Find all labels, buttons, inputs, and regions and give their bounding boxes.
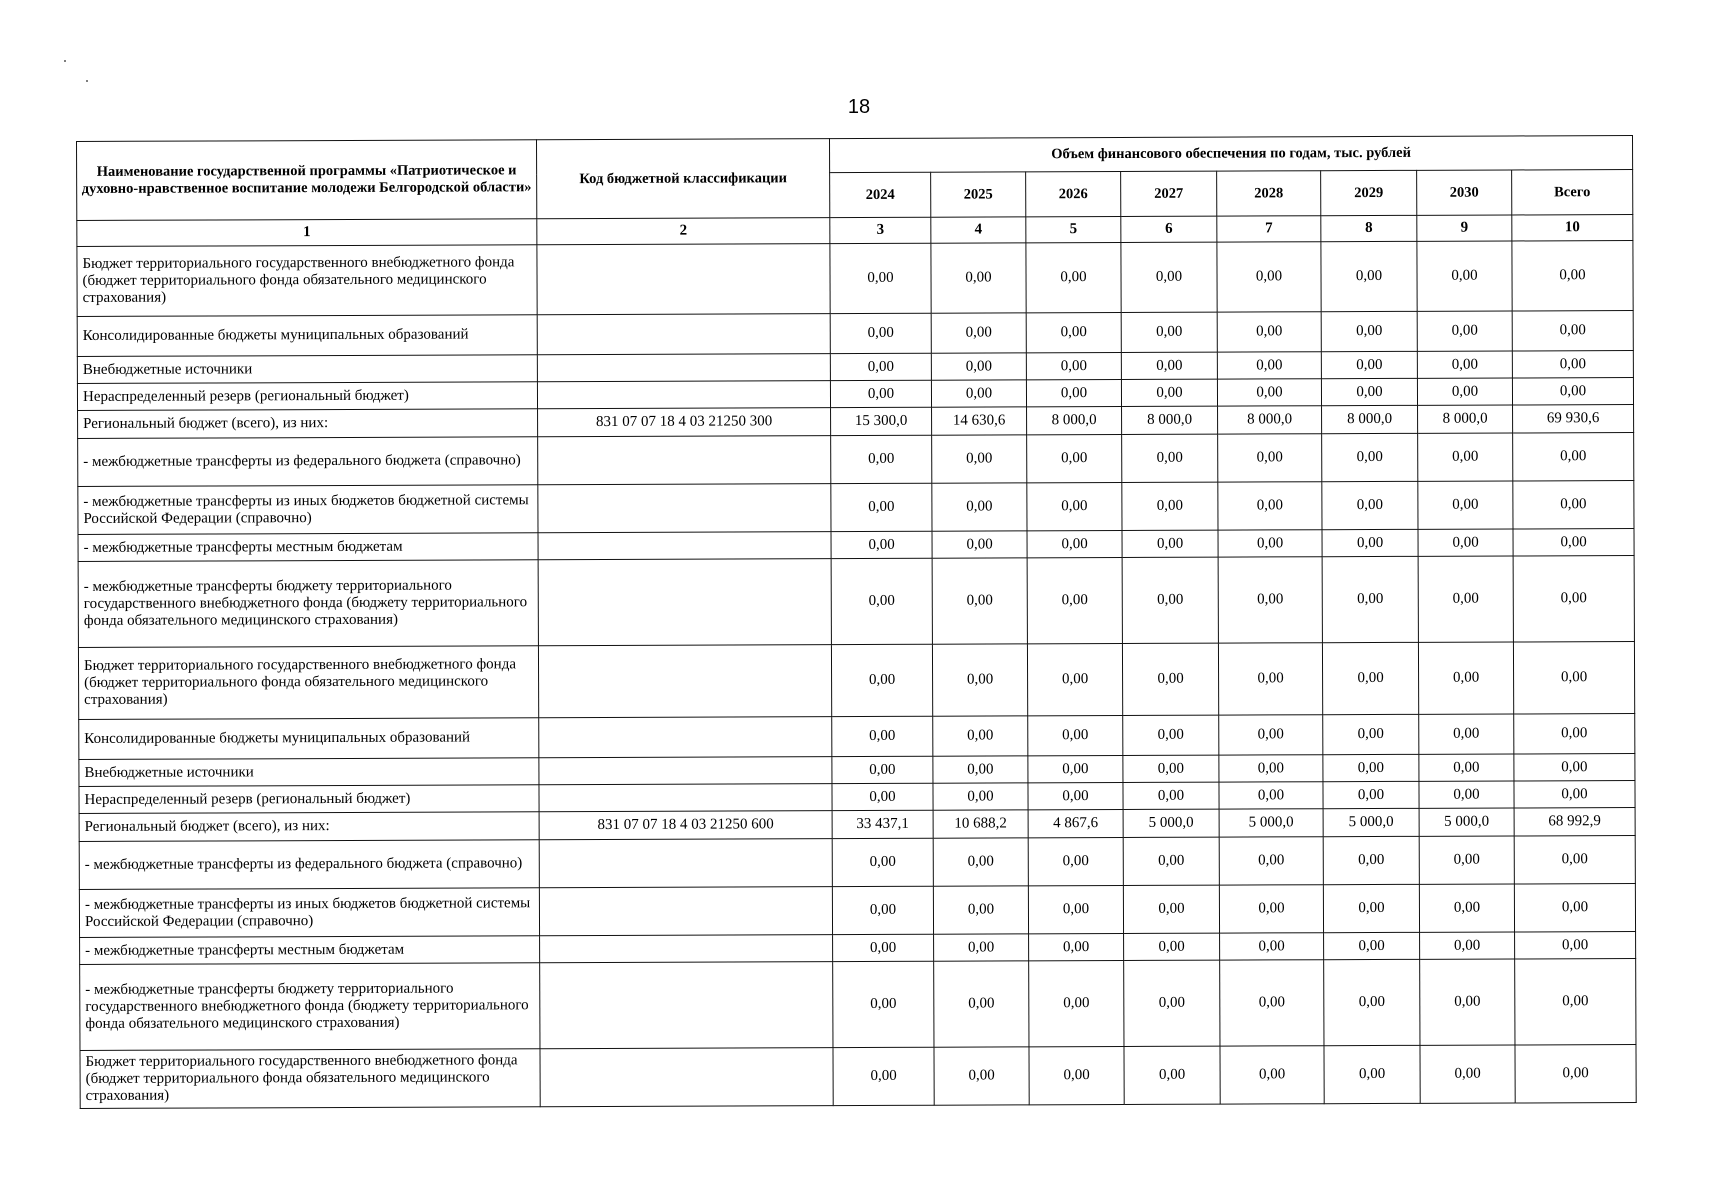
header-year-2027: 2027 xyxy=(1121,171,1217,216)
total-value-cell: 0,00 xyxy=(1513,529,1634,556)
year-value-cell: 0,00 xyxy=(1418,642,1513,714)
year-value-cell: 0,00 xyxy=(1323,754,1419,781)
budget-code-cell xyxy=(537,244,830,315)
year-value-cell: 0,00 xyxy=(1321,378,1417,405)
header-year-2029: 2029 xyxy=(1321,170,1417,215)
header-year-2030: 2030 xyxy=(1417,170,1512,215)
year-value-cell: 0,00 xyxy=(830,313,931,353)
year-value-cell: 0,00 xyxy=(831,435,932,483)
year-value-cell: 0,00 xyxy=(1027,530,1122,557)
year-value-cell: 0,00 xyxy=(1027,434,1122,482)
year-value-cell: 0,00 xyxy=(933,756,1028,783)
table-body xyxy=(77,241,1636,1109)
year-value-cell: 0,00 xyxy=(1321,351,1417,378)
year-value-cell: 8 000,0 xyxy=(1322,405,1418,433)
year-value-cell: 0,00 xyxy=(1219,715,1323,755)
year-value-cell: 0,00 xyxy=(1217,242,1321,312)
year-value-cell: 0,00 xyxy=(1121,352,1217,379)
year-value-cell: 0,00 xyxy=(1218,434,1322,482)
row-name-cell: - межбюджетные трансферты из федерального бюджета (справочно) xyxy=(78,437,538,487)
year-value-cell: 0,00 xyxy=(1218,557,1322,643)
year-value-cell: 0,00 xyxy=(1418,529,1513,556)
budget-code-cell xyxy=(537,314,830,355)
year-value-cell: 0,00 xyxy=(1026,352,1121,379)
year-value-cell: 0,00 xyxy=(831,558,932,644)
row-name-cell: - межбюджетные трансферты из федерального бюджета (справочно) xyxy=(79,840,539,890)
year-value-cell: 0,00 xyxy=(933,886,1028,934)
row-name-cell: - межбюджетные трансферты местным бюджетам xyxy=(80,936,540,965)
row-name-cell: Бюджет территориального государственного внебюджетного фонда (бюджет территориального фонда обязательного медицинского страхования) xyxy=(78,646,538,720)
year-value-cell: 10 688,2 xyxy=(933,810,1028,838)
budget-code-cell xyxy=(538,559,831,646)
year-value-cell: 0,00 xyxy=(1218,643,1322,715)
table-row xyxy=(77,311,1633,357)
year-value-cell: 0,00 xyxy=(932,483,1027,531)
row-name-cell: Нераспределенный резерв (региональный бюджет) xyxy=(79,785,539,814)
row-name-cell: Консолидированные бюджеты муниципальных образований xyxy=(77,315,537,357)
total-value-cell: 68 992,9 xyxy=(1514,808,1635,836)
year-value-cell: 0,00 xyxy=(1220,1046,1324,1104)
column-number: 10 xyxy=(1512,215,1633,241)
year-value-cell: 0,00 xyxy=(1217,312,1321,352)
year-value-cell: 0,00 xyxy=(1124,960,1220,1046)
table-row xyxy=(79,836,1635,890)
budget-code-cell xyxy=(540,962,833,1049)
year-value-cell: 14 630,6 xyxy=(932,407,1027,435)
year-value-cell: 0,00 xyxy=(1219,755,1323,782)
budget-code-cell xyxy=(539,839,832,888)
page-number: 18 xyxy=(847,96,871,118)
year-value-cell: 0,00 xyxy=(931,353,1026,380)
row-name-cell: - межбюджетные трансферты бюджету территориального государственного внебюджетного фонда (бюджету территориального фонда обязательного медицинского страхования) xyxy=(80,963,540,1051)
year-value-cell: 0,00 xyxy=(832,838,933,886)
year-value-cell: 0,00 xyxy=(1220,933,1324,960)
year-value-cell: 0,00 xyxy=(1123,885,1219,933)
total-value-cell: 0,00 xyxy=(1512,351,1633,378)
total-value-cell: 0,00 xyxy=(1512,311,1633,351)
year-value-cell: 0,00 xyxy=(830,243,931,313)
budget-code-cell xyxy=(540,935,833,963)
year-value-cell: 0,00 xyxy=(831,483,932,531)
year-value-cell: 4 867,6 xyxy=(1028,809,1123,837)
year-value-cell: 0,00 xyxy=(1323,781,1419,808)
table-row xyxy=(78,433,1634,487)
year-value-cell: 0,00 xyxy=(1122,482,1218,530)
budget-code-cell: 831 07 07 18 4 03 21250 300 xyxy=(538,408,831,437)
year-value-cell: 0,00 xyxy=(931,380,1026,407)
column-number: 9 xyxy=(1417,215,1512,241)
budget-code-cell xyxy=(538,532,831,560)
year-value-cell: 0,00 xyxy=(932,531,1027,558)
year-value-cell: 0,00 xyxy=(1324,959,1420,1045)
year-value-cell: 5 000,0 xyxy=(1219,809,1323,837)
financing-table xyxy=(76,135,1637,1109)
header-year-2025: 2025 xyxy=(931,172,1026,217)
budget-code-cell xyxy=(539,717,832,758)
year-value-cell: 0,00 xyxy=(1322,642,1418,714)
year-value-cell: 0,00 xyxy=(1417,241,1512,311)
year-value-cell: 0,00 xyxy=(1220,960,1324,1046)
column-number: 6 xyxy=(1121,216,1217,242)
column-number: 7 xyxy=(1217,216,1321,242)
year-value-cell: 0,00 xyxy=(1121,242,1217,312)
year-value-cell: 0,00 xyxy=(833,934,934,961)
year-value-cell: 0,00 xyxy=(1028,782,1123,809)
year-value-cell: 0,00 xyxy=(1029,933,1124,960)
year-value-cell: 0,00 xyxy=(1419,836,1514,884)
total-value-cell: 0,00 xyxy=(1514,836,1635,884)
scan-speck xyxy=(64,60,66,62)
year-value-cell: 0,00 xyxy=(1217,352,1321,379)
row-name-cell: Внебюджетные источники xyxy=(79,758,539,787)
year-value-cell: 0,00 xyxy=(832,716,933,756)
year-value-cell: 0,00 xyxy=(932,644,1027,716)
budget-code-cell xyxy=(538,645,831,718)
row-name-cell: Бюджет территориального государственного внебюджетного фонда (бюджет территориального фонда обязательного медицинского страхования) xyxy=(80,1049,540,1109)
year-value-cell: 0,00 xyxy=(932,558,1027,644)
total-value-cell: 0,00 xyxy=(1515,1045,1636,1103)
total-value-cell: 0,00 xyxy=(1513,433,1634,481)
year-value-cell: 0,00 xyxy=(931,313,1026,353)
total-value-cell: 0,00 xyxy=(1515,959,1636,1045)
year-value-cell: 0,00 xyxy=(831,644,932,716)
year-value-cell: 5 000,0 xyxy=(1123,809,1219,837)
year-value-cell: 0,00 xyxy=(1123,755,1219,782)
row-name-cell: Внебюджетные источники xyxy=(77,355,537,384)
year-value-cell: 5 000,0 xyxy=(1419,808,1514,836)
year-value-cell: 0,00 xyxy=(1323,714,1419,754)
financing-table-wrapper xyxy=(76,135,1636,1109)
budget-code-cell xyxy=(539,757,832,785)
row-name-cell: - межбюджетные трансферты бюджету территориального государственного внебюджетного фонда (бюджету территориального фонда обязательного медицинского страхования) xyxy=(78,560,538,648)
year-value-cell: 0,00 xyxy=(1124,933,1220,960)
year-value-cell: 0,00 xyxy=(1420,1045,1515,1103)
budget-code-cell xyxy=(539,887,832,936)
year-value-cell: 0,00 xyxy=(1218,482,1322,530)
year-value-cell: 0,00 xyxy=(1122,643,1218,715)
column-number: 3 xyxy=(830,217,931,243)
table-row xyxy=(80,959,1636,1051)
year-value-cell: 0,00 xyxy=(1324,932,1420,959)
year-value-cell: 0,00 xyxy=(1322,481,1418,529)
year-value-cell: 8 000,0 xyxy=(1122,406,1218,434)
year-value-cell: 0,00 xyxy=(1123,715,1219,755)
year-value-cell: 0,00 xyxy=(1122,530,1218,557)
year-value-cell: 0,00 xyxy=(1026,312,1121,352)
year-value-cell: 0,00 xyxy=(831,531,932,558)
year-value-cell: 5 000,0 xyxy=(1323,808,1419,836)
year-value-cell: 0,00 xyxy=(1027,482,1122,530)
column-number: 2 xyxy=(537,218,830,245)
budget-code-cell xyxy=(537,381,830,409)
column-number: 8 xyxy=(1321,215,1417,241)
year-value-cell: 0,00 xyxy=(1028,715,1123,755)
year-value-cell: 0,00 xyxy=(1028,837,1123,885)
year-value-cell: 0,00 xyxy=(1027,643,1122,715)
total-value-cell: 0,00 xyxy=(1515,932,1636,959)
year-value-cell: 0,00 xyxy=(1419,714,1514,754)
year-value-cell: 0,00 xyxy=(1418,481,1513,529)
year-value-cell: 0,00 xyxy=(1322,529,1418,556)
budget-code-cell xyxy=(540,1048,833,1107)
year-value-cell: 0,00 xyxy=(1417,311,1512,351)
year-value-cell: 0,00 xyxy=(1026,379,1121,406)
year-value-cell: 0,00 xyxy=(1219,885,1323,933)
year-value-cell: 0,00 xyxy=(1420,932,1515,959)
year-value-cell: 0,00 xyxy=(934,934,1029,961)
budget-code-cell: 831 07 07 18 4 03 21250 600 xyxy=(539,811,832,840)
row-name-cell: Нераспределенный резерв (региональный бюджет) xyxy=(77,382,537,411)
table-row xyxy=(78,481,1634,535)
total-value-cell: 0,00 xyxy=(1513,481,1634,529)
budget-code-cell xyxy=(539,784,832,812)
year-value-cell: 0,00 xyxy=(1322,433,1418,481)
year-value-cell: 0,00 xyxy=(1028,755,1123,782)
year-value-cell: 0,00 xyxy=(830,353,931,380)
header-year-2028: 2028 xyxy=(1217,171,1321,216)
header-year-2026: 2026 xyxy=(1026,171,1121,216)
year-value-cell: 0,00 xyxy=(1121,312,1217,352)
header-budget-code: Код бюджетной классификации xyxy=(536,139,829,219)
year-value-cell: 0,00 xyxy=(1029,1046,1124,1104)
year-value-cell: 0,00 xyxy=(1122,557,1218,643)
total-value-cell: 0,00 xyxy=(1513,642,1634,714)
header-program-name: Наименование государственной программы «Патриотическое и духовно-нравственное воспитание молодежи Белгородской области» xyxy=(77,140,537,221)
year-value-cell: 0,00 xyxy=(833,961,934,1047)
year-value-cell: 0,00 xyxy=(1321,311,1417,351)
year-value-cell: 0,00 xyxy=(1324,1045,1420,1103)
year-value-cell: 0,00 xyxy=(1418,433,1513,481)
year-value-cell: 0,00 xyxy=(1321,241,1417,311)
total-value-cell: 0,00 xyxy=(1512,241,1633,311)
total-value-cell: 0,00 xyxy=(1514,781,1635,808)
year-value-cell: 0,00 xyxy=(1122,434,1218,482)
total-value-cell: 0,00 xyxy=(1514,754,1635,781)
row-name-cell: - межбюджетные трансферты местным бюджетам xyxy=(78,533,538,562)
total-value-cell: 0,00 xyxy=(1514,714,1635,754)
header-total: Всего xyxy=(1512,170,1633,215)
year-value-cell: 0,00 xyxy=(832,783,933,810)
year-value-cell: 0,00 xyxy=(932,435,1027,483)
total-value-cell: 0,00 xyxy=(1514,884,1635,932)
column-number: 1 xyxy=(77,219,537,247)
year-value-cell: 8 000,0 xyxy=(1418,405,1513,433)
year-value-cell: 0,00 xyxy=(832,886,933,934)
year-value-cell: 0,00 xyxy=(1419,781,1514,808)
year-value-cell: 0,00 xyxy=(1420,959,1515,1045)
column-number: 4 xyxy=(931,217,1026,243)
year-value-cell: 0,00 xyxy=(1218,530,1322,557)
year-value-cell: 0,00 xyxy=(931,243,1026,313)
row-name-cell: Региональный бюджет (всего), из них: xyxy=(78,409,538,439)
row-name-cell: Бюджет территориального государственного внебюджетного фонда (бюджет территориального фонда обязательного медицинского страхования) xyxy=(77,245,537,317)
year-value-cell: 0,00 xyxy=(1419,754,1514,781)
year-value-cell: 0,00 xyxy=(1123,837,1219,885)
total-value-cell: 0,00 xyxy=(1513,556,1634,642)
table-row xyxy=(78,642,1634,720)
year-value-cell: 0,00 xyxy=(1028,885,1123,933)
table-row xyxy=(78,556,1634,648)
budget-code-cell xyxy=(538,484,831,533)
table-row xyxy=(79,714,1635,760)
year-value-cell: 0,00 xyxy=(1124,1046,1220,1104)
year-value-cell: 0,00 xyxy=(1417,378,1512,405)
year-value-cell: 0,00 xyxy=(1027,557,1122,643)
scan-speck xyxy=(86,80,88,82)
header-year-2024: 2024 xyxy=(830,172,931,217)
budget-code-cell xyxy=(537,354,830,382)
row-name-cell: Консолидированные бюджеты муниципальных образований xyxy=(79,718,539,760)
year-value-cell: 0,00 xyxy=(1323,884,1419,932)
total-value-cell: 0,00 xyxy=(1512,378,1633,405)
year-value-cell: 0,00 xyxy=(832,756,933,783)
year-value-cell: 0,00 xyxy=(833,1047,934,1105)
row-name-cell: - межбюджетные трансферты из иных бюджетов бюджетной системы Российской Федерации (справочно) xyxy=(79,888,539,938)
year-value-cell: 0,00 xyxy=(1419,884,1514,932)
year-value-cell: 0,00 xyxy=(1123,782,1219,809)
row-name-cell: - межбюджетные трансферты из иных бюджетов бюджетной системы Российской Федерации (справочно) xyxy=(78,485,538,535)
year-value-cell: 0,00 xyxy=(934,961,1029,1047)
year-value-cell: 0,00 xyxy=(1217,379,1321,406)
year-value-cell: 8 000,0 xyxy=(1027,406,1122,434)
budget-code-cell xyxy=(538,436,831,485)
year-value-cell: 0,00 xyxy=(933,716,1028,756)
year-value-cell: 0,00 xyxy=(1219,782,1323,809)
year-value-cell: 0,00 xyxy=(1029,960,1124,1046)
year-value-cell: 33 437,1 xyxy=(832,810,933,838)
year-value-cell: 0,00 xyxy=(1219,837,1323,885)
year-value-cell: 0,00 xyxy=(1026,242,1121,312)
column-number: 5 xyxy=(1026,216,1121,242)
year-value-cell: 0,00 xyxy=(1418,556,1513,642)
year-value-cell: 0,00 xyxy=(1323,836,1419,884)
total-value-cell: 69 930,6 xyxy=(1513,405,1634,433)
header-financing-volume: Объем финансового обеспечения по годам, тыс. рублей xyxy=(829,136,1632,173)
year-value-cell: 0,00 xyxy=(933,783,1028,810)
year-value-cell: 15 300,0 xyxy=(831,407,932,435)
year-value-cell: 0,00 xyxy=(1322,556,1418,642)
year-value-cell: 0,00 xyxy=(1417,351,1512,378)
year-value-cell: 0,00 xyxy=(1121,379,1217,406)
row-name-cell: Региональный бюджет (всего), из них: xyxy=(79,812,539,842)
table-row xyxy=(77,241,1633,317)
year-value-cell: 0,00 xyxy=(830,380,931,407)
table-row xyxy=(79,884,1635,938)
year-value-cell: 0,00 xyxy=(933,838,1028,886)
year-value-cell: 8 000,0 xyxy=(1218,406,1322,434)
year-value-cell: 0,00 xyxy=(934,1047,1029,1105)
table-row xyxy=(80,1045,1636,1109)
